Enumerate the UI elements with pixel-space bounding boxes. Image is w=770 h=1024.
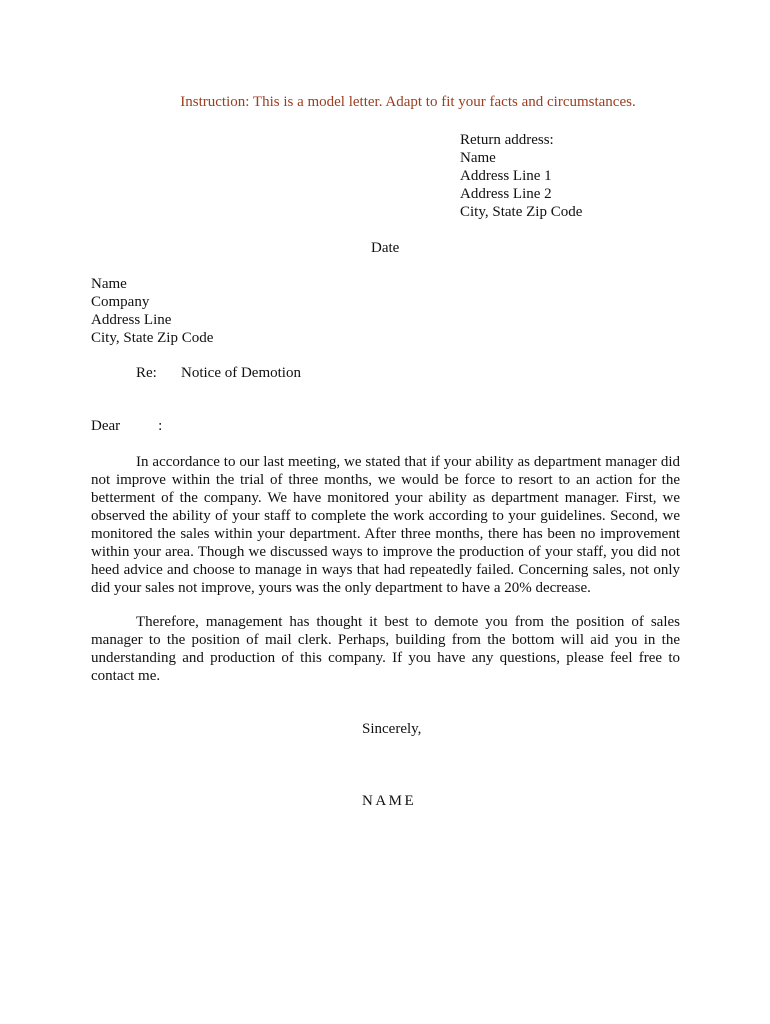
subject-text: Notice of Demotion	[181, 365, 301, 381]
return-address-name: Name	[460, 150, 496, 166]
instruction-note: Instruction: This is a model letter. Adapt to fit your facts and circumstances.	[180, 94, 636, 110]
salutation-greeting: Dear	[91, 418, 121, 434]
subject-line	[136, 364, 301, 382]
return-address-heading: Return address:	[460, 132, 554, 148]
closing: Sincerely,	[362, 721, 422, 737]
return-address-line1: Address Line 1	[460, 168, 552, 184]
recipient-city: City, State Zip Code	[91, 330, 214, 346]
body-paragraph-1: In accordance to our last meeting, we stated that if your ability as department manager did not improve within the trial of three months, we would be force to resort to an action for the betterment of the company. We have monitored your ability as department manager. First, we observed the ability of your staff to complete the work according to your guidelines. Second, we monitored the sales within your department. After three months, there has been no improvement within your area. Though we discussed ways to improve the production of your staff, you did not heed advice and choose to manage in ways that had repeatedly failed. Concerning sales, not only did your sales not improve, yours was the only department to have a 20% decrease.	[91, 454, 680, 596]
letter-date: Date	[371, 240, 400, 256]
recipient-company: Company	[91, 294, 150, 310]
signature-name: NAME	[362, 793, 417, 809]
return-address-city: City, State Zip Code	[460, 204, 583, 220]
return-address-line2: Address Line 2	[460, 186, 552, 202]
return-address	[460, 131, 582, 221]
salutation	[91, 417, 162, 435]
subject-label: Re:	[136, 365, 157, 381]
recipient-address-line: Address Line	[91, 312, 172, 328]
salutation-colon: :	[158, 418, 163, 434]
recipient-name: Name	[91, 276, 127, 292]
recipient-address	[91, 275, 213, 347]
body-paragraph-2: Therefore, management has thought it best to demote you from the position of sales manager to the position of mail clerk. Perhaps, building from the bottom will aid you in the understanding and production of this company. If you have any questions, please feel free to contact me.	[91, 614, 680, 684]
